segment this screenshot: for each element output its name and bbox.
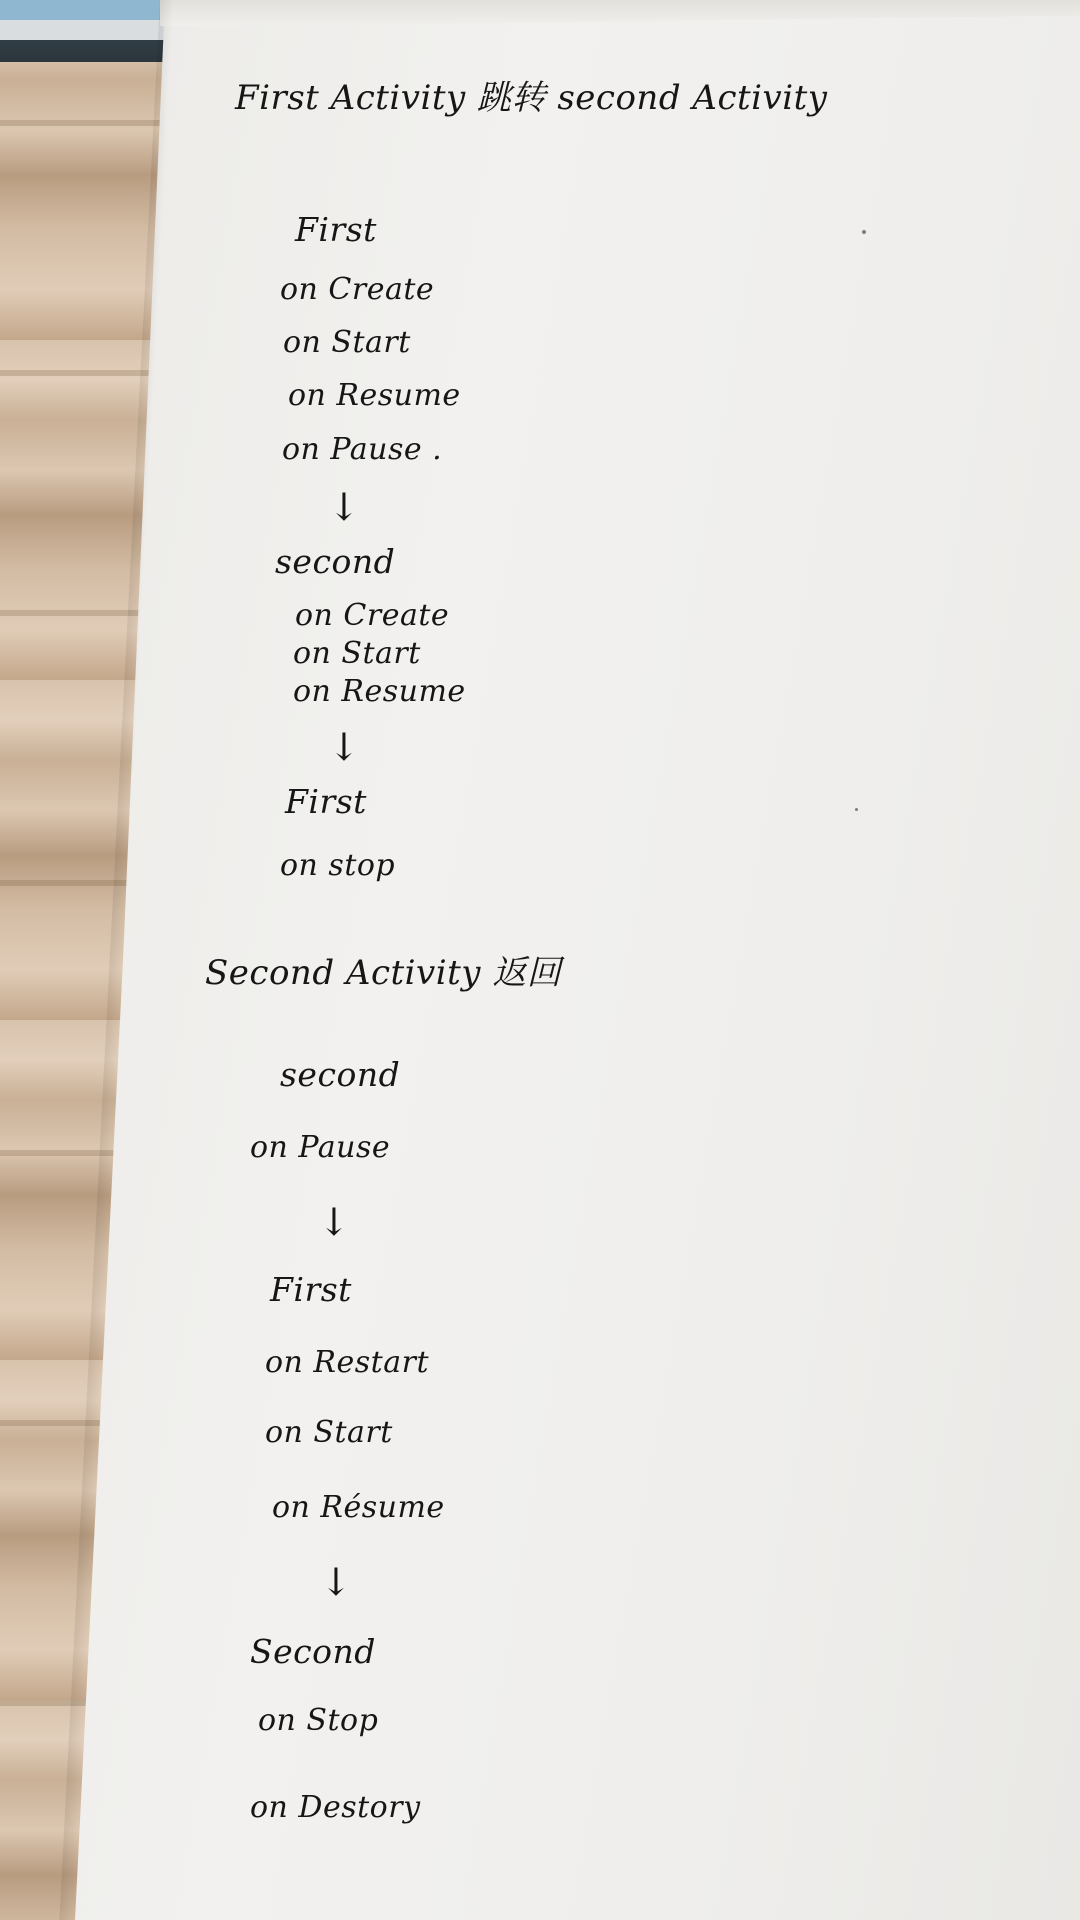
label-first-again: First (285, 782, 367, 821)
arrow-down-icon: ↓ (320, 1560, 353, 1604)
label-first: First (295, 210, 377, 249)
step-second-onresume: on Resume (293, 674, 466, 709)
step-first-onresume: on Resume (288, 378, 461, 413)
step-first-onstop: on stop (280, 848, 396, 883)
step-first-onstart-back: on Start (265, 1415, 393, 1450)
paper-speck (855, 808, 858, 811)
label-second: second (275, 542, 396, 581)
label-second-back: second (280, 1055, 401, 1094)
label-first-back: First (270, 1270, 352, 1309)
arrow-down-icon: ↓ (328, 485, 361, 529)
step-first-onresume-back: on Résume (272, 1490, 445, 1525)
corner-grey-band (0, 20, 168, 40)
paper-speck (862, 230, 866, 234)
arrow-down-icon: ↓ (328, 725, 361, 769)
step-second-onstop: on Stop (258, 1703, 379, 1738)
step-first-onstart: on Start (283, 325, 411, 360)
step-first-onrestart: on Restart (265, 1345, 429, 1380)
step-second-oncreate: on Create (295, 598, 450, 633)
step-first-oncreate: on Create (280, 272, 435, 307)
corner-blue-strip (0, 0, 160, 20)
step-second-onstart: on Start (293, 636, 421, 671)
heading-back: Second Activity 返回 (205, 953, 562, 993)
step-second-ondestory: on Destory (250, 1790, 421, 1825)
step-first-onpause: on Pause . (282, 432, 443, 467)
label-second-again: Second (250, 1632, 376, 1671)
step-second-onpause: on Pause (250, 1130, 391, 1165)
arrow-down-icon: ↓ (318, 1200, 351, 1244)
heading-forward: First Activity 跳转 second Activity (235, 78, 828, 118)
